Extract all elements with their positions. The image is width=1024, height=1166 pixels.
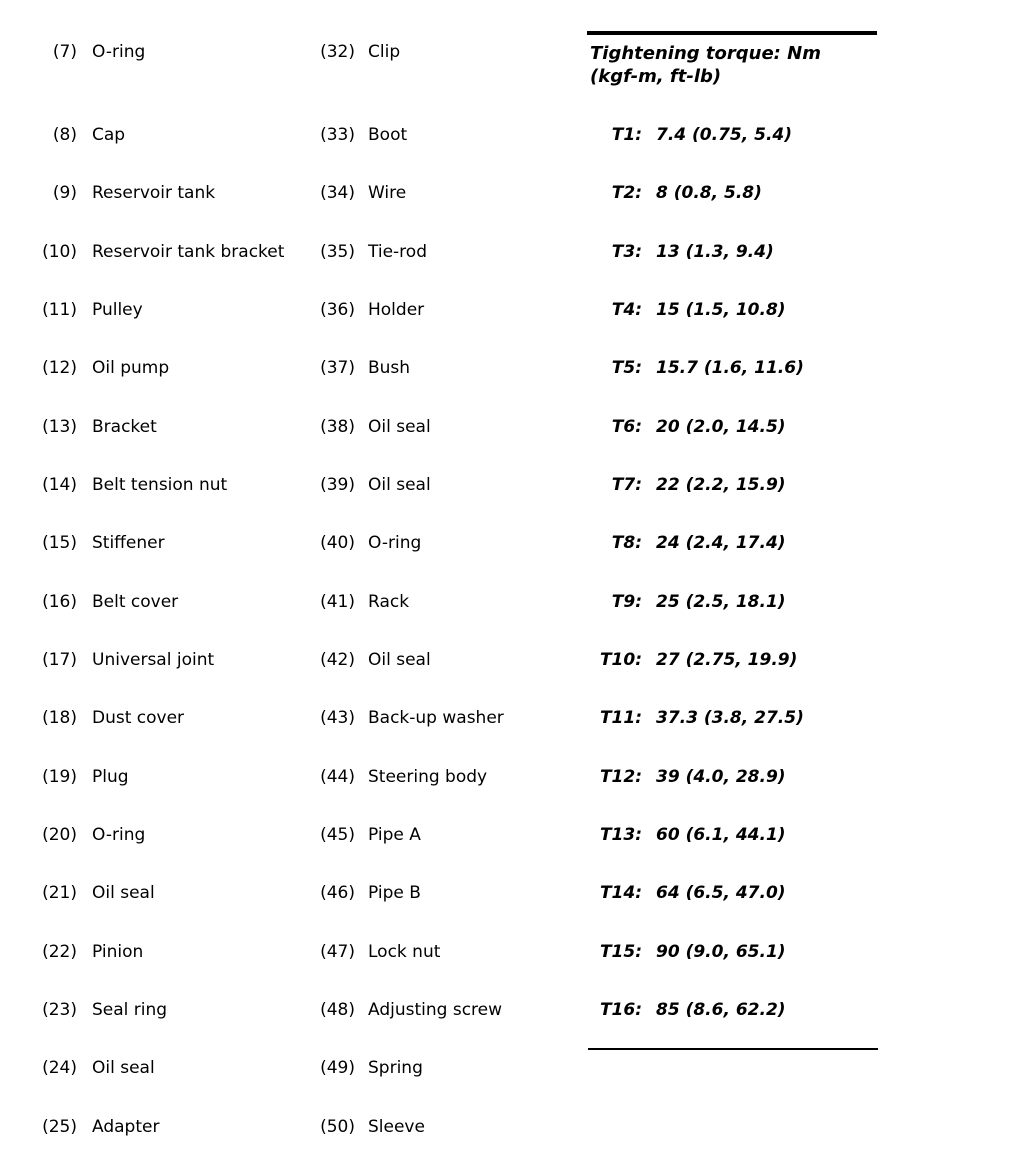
torque-value: 22 (2.2, 15.9) (656, 475, 786, 496)
part-number: (24) (42, 1058, 77, 1079)
torque-label: T13: (599, 825, 642, 846)
torque-value: 27 (2.75, 19.9) (656, 650, 798, 671)
part-label: Cap (92, 125, 126, 146)
part-label: Back-up washer (368, 708, 504, 729)
part-number: (9) (52, 183, 77, 204)
part-item (310, 1039, 585, 1097)
torque-label: T7: (611, 475, 642, 496)
parts-list-middle (310, 23, 585, 1156)
torque-row (580, 631, 910, 689)
part-number: (11) (42, 300, 77, 321)
part-number: (33) (320, 125, 355, 146)
part-label: Holder (368, 300, 425, 321)
part-label: Tie-rod (368, 241, 427, 262)
part-item (310, 748, 585, 806)
part-number: (41) (320, 591, 355, 612)
torque-title-line1: Tightening torque: Nm (590, 43, 821, 64)
torque-table-title (590, 42, 821, 88)
part-label: Oil seal (368, 475, 431, 496)
part-number: (49) (320, 1058, 355, 1079)
part-item (30, 23, 320, 81)
part-number: (13) (42, 416, 77, 437)
torque-value: 60 (6.1, 44.1) (656, 825, 786, 846)
torque-value: 7.4 (0.75, 5.4) (656, 125, 793, 146)
part-item (30, 339, 320, 397)
torque-row (580, 689, 910, 747)
part-item (310, 923, 585, 981)
torque-value: 15 (1.5, 10.8) (656, 300, 786, 321)
torque-label: T1: (611, 125, 642, 146)
part-label: Pipe A (368, 825, 421, 846)
part-number: (40) (320, 533, 355, 554)
part-number: (10) (42, 241, 77, 262)
torque-value: 37.3 (3.8, 27.5) (656, 708, 804, 729)
part-label: Oil pump (92, 358, 170, 379)
torque-label: T11: (599, 708, 642, 729)
torque-label: T10: (599, 650, 642, 671)
torque-table-top-rule (587, 31, 877, 35)
part-number: (37) (320, 358, 355, 379)
torque-row (580, 281, 910, 339)
part-number: (39) (320, 475, 355, 496)
torque-row (580, 398, 910, 456)
torque-value: 24 (2.4, 17.4) (656, 533, 786, 554)
torque-title-line2: (kgf-m, ft-lb) (590, 66, 722, 87)
torque-list (580, 106, 910, 1039)
part-label: Adjusting screw (368, 1000, 503, 1020)
part-item (30, 923, 320, 981)
part-item (30, 106, 320, 164)
torque-value: 39 (4.0, 28.9) (656, 766, 786, 787)
part-item (30, 981, 320, 1039)
part-number: (22) (42, 941, 77, 962)
part-number: (19) (42, 766, 77, 787)
part-number: (18) (42, 708, 77, 729)
torque-value: 64 (6.5, 47.0) (656, 883, 786, 904)
part-label: O-ring (92, 42, 146, 63)
part-label: Oil seal (368, 650, 431, 671)
torque-row (580, 806, 910, 864)
part-item (310, 456, 585, 514)
part-item (310, 573, 585, 631)
torque-row (580, 923, 910, 981)
torque-row (580, 864, 910, 922)
part-item (30, 864, 320, 922)
torque-row (580, 223, 910, 281)
part-label: Oil seal (92, 883, 155, 904)
torque-label: T2: (611, 183, 642, 204)
part-item (30, 456, 320, 514)
part-label: Oil seal (368, 416, 431, 437)
torque-label: T8: (611, 533, 642, 554)
torque-value: 13 (1.3, 9.4) (656, 241, 774, 262)
part-label: Belt tension nut (92, 475, 228, 496)
part-number: (47) (320, 941, 355, 962)
torque-row (580, 981, 910, 1039)
part-number: (16) (42, 591, 77, 612)
part-label: Bush (368, 358, 411, 379)
part-item (30, 1098, 320, 1156)
torque-table-bottom-rule (588, 1048, 878, 1050)
part-item (310, 514, 585, 572)
part-label: Rack (368, 591, 410, 612)
torque-value: 20 (2.0, 14.5) (656, 416, 786, 437)
torque-label: T6: (611, 416, 642, 437)
torque-label: T4: (611, 300, 642, 321)
part-label: O-ring (92, 825, 146, 846)
part-number: (43) (320, 708, 355, 729)
part-item (310, 281, 585, 339)
part-item (30, 281, 320, 339)
part-label: Stiffener (92, 533, 165, 554)
part-label: O-ring (368, 533, 422, 554)
part-label: Belt cover (92, 591, 179, 612)
part-number: (20) (42, 825, 77, 846)
part-item (30, 573, 320, 631)
torque-value: 90 (9.0, 65.1) (656, 941, 786, 962)
part-item (310, 631, 585, 689)
part-number: (15) (42, 533, 77, 554)
part-label: Dust cover (92, 708, 185, 729)
part-item (310, 398, 585, 456)
torque-row (580, 748, 910, 806)
part-label: Steering body (368, 766, 488, 787)
part-number: (12) (42, 358, 77, 379)
part-item (310, 164, 585, 222)
torque-label: T12: (599, 766, 642, 787)
part-item (310, 864, 585, 922)
part-number: (42) (320, 650, 355, 671)
torque-value: 8 (0.8, 5.8) (656, 183, 762, 204)
torque-label: T9: (611, 591, 642, 612)
part-number: (23) (42, 1000, 77, 1020)
part-number: (46) (320, 883, 355, 904)
part-item (310, 981, 585, 1039)
torque-value: 85 (8.6, 62.2) (656, 1000, 786, 1021)
part-item (30, 631, 320, 689)
part-label: Clip (368, 42, 401, 63)
torque-label: T3: (611, 241, 642, 262)
part-number: (17) (42, 650, 77, 671)
part-number: (14) (42, 475, 77, 496)
part-label: Oil seal (92, 1058, 155, 1079)
part-item (30, 748, 320, 806)
part-number: (48) (320, 1000, 355, 1020)
part-label: Lock nut (368, 941, 441, 962)
torque-row (580, 573, 910, 631)
part-label: Boot (368, 125, 408, 146)
part-item (310, 223, 585, 281)
torque-label: T5: (611, 358, 642, 379)
part-number: (32) (320, 42, 355, 63)
part-label: Sleeve (368, 1116, 425, 1137)
torque-row (580, 106, 910, 164)
part-number: (36) (320, 300, 355, 321)
part-item (310, 106, 585, 164)
part-item (30, 514, 320, 572)
part-number: (35) (320, 241, 355, 262)
torque-label: T14: (599, 883, 642, 904)
part-label: Bracket (92, 416, 157, 437)
torque-label: T16: (599, 1000, 642, 1021)
torque-row (580, 164, 910, 222)
part-number: (45) (320, 825, 355, 846)
torque-value: 15.7 (1.6, 11.6) (656, 358, 804, 379)
part-item (310, 339, 585, 397)
part-label: Spring (368, 1058, 423, 1079)
torque-row (580, 514, 910, 572)
part-label: Reservoir tank bracket (92, 241, 285, 262)
part-label: Plug (92, 766, 129, 787)
part-number: (44) (320, 766, 355, 787)
part-label: Pipe B (368, 883, 421, 904)
part-label: Pulley (92, 300, 143, 321)
part-number: (25) (42, 1116, 77, 1137)
part-label: Adapter (92, 1116, 160, 1137)
part-number: (8) (52, 125, 77, 146)
part-label: Universal joint (92, 650, 215, 671)
part-item (30, 164, 320, 222)
part-item (310, 689, 585, 747)
part-label: Seal ring (92, 1000, 168, 1020)
part-number: (7) (52, 42, 77, 63)
part-item (30, 223, 320, 281)
part-label: Wire (368, 183, 407, 204)
part-number: (38) (320, 416, 355, 437)
part-label: Pinion (92, 941, 144, 962)
torque-row (580, 339, 910, 397)
part-label: Reservoir tank (92, 183, 216, 204)
part-item (310, 23, 585, 81)
part-number: (21) (42, 883, 77, 904)
part-item (310, 1098, 585, 1156)
part-item (30, 1039, 320, 1097)
parts-list-left (30, 23, 320, 1156)
torque-row (580, 456, 910, 514)
part-item (30, 806, 320, 864)
part-number: (34) (320, 183, 355, 204)
part-number: (50) (320, 1116, 355, 1137)
torque-label: T15: (599, 941, 642, 962)
part-item (30, 689, 320, 747)
part-item (30, 398, 320, 456)
part-item (310, 806, 585, 864)
torque-value: 25 (2.5, 18.1) (656, 591, 786, 612)
